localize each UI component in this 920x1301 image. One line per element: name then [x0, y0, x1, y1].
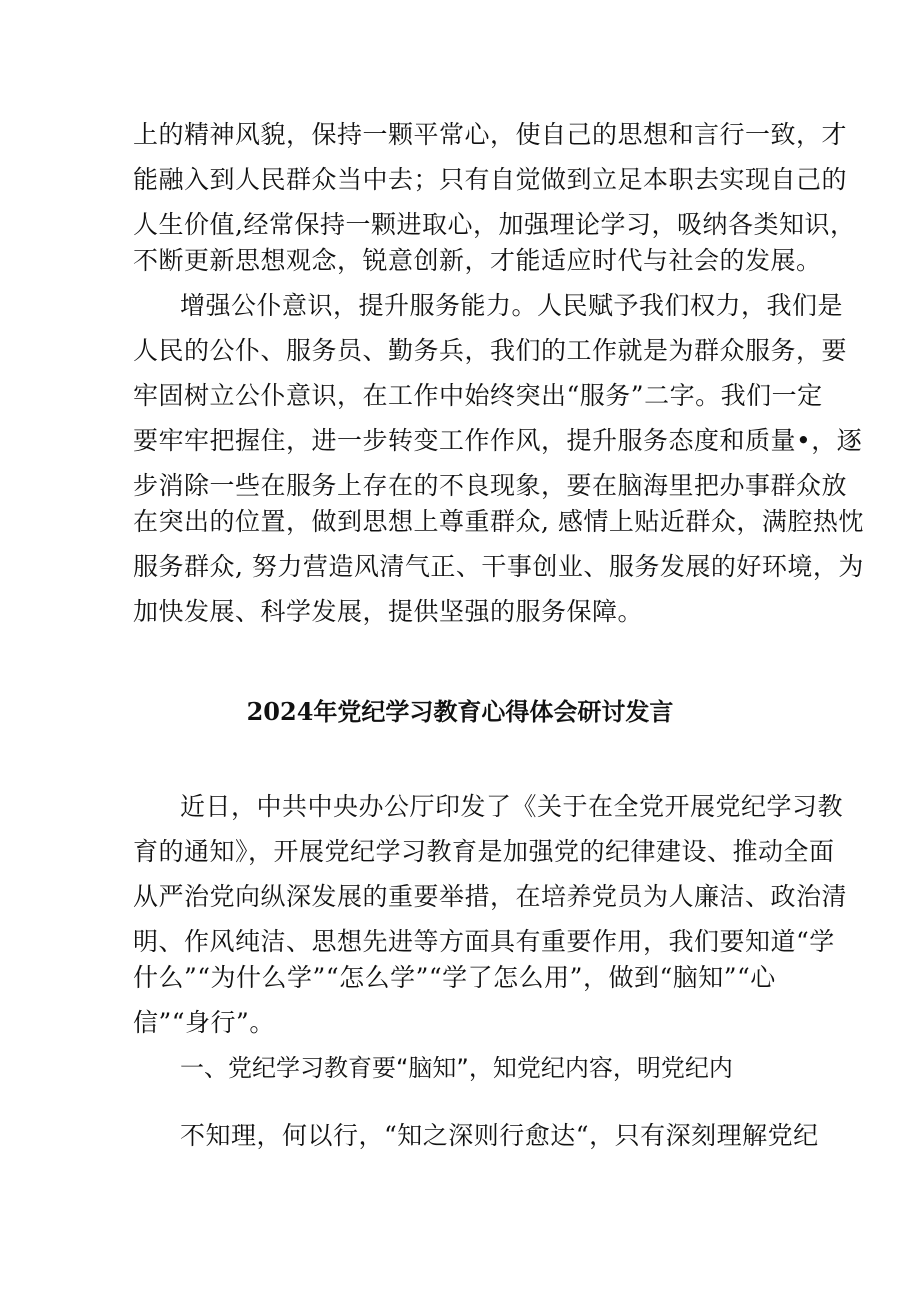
paragraph-4-line-1: 不知理，何以行，“知之深则行愈达“，只有深刻理解党纪 [180, 1121, 819, 1150]
paragraph-2-line-4: 要牢牢把握住，进一步转变工作作风，提升服务态度和质量•，逐 [133, 426, 863, 455]
paragraph-1-line-1: 上的精神风貌，保持一颗平常心，使自己的思想和言行一致，才 [133, 120, 848, 149]
paragraph-3-line-1: 近日，中共中央办公厅印发了《关于在全党开展党纪学习教 [180, 792, 844, 821]
paragraph-1-line-2: 能融入到人民群众当中去；只有自觉做到立足本职去实现自己的 [133, 165, 848, 194]
document-title: 2024年党纪学习教育心得体会研讨发言 [246, 697, 674, 726]
paragraph-2-line-6: 在突出的位置，做到思想上尊重群众, 感情上贴近群众，满腔热忱 [133, 507, 864, 536]
paragraph-1-line-3: 人生价值,经常保持一颗进取心，加强理论学习，吸纳各类知识， [133, 210, 856, 239]
paragraph-3-line-5: 什么”“为什么学”“怎么学”“学了怎么用”，做到“脑知”“心 [133, 963, 776, 992]
paragraph-3-line-3: 从严治党向纵深发展的重要举措，在培养党员为人廉洁、政治清 [133, 882, 848, 911]
paragraph-2-line-7: 服务群众, 努力营造风清气正、干事创业、服务发展的好环境，为 [133, 552, 864, 581]
paragraph-1-line-4: 不断更新思想观念，锐意创新，才能适应时代与社会的发展。 [133, 246, 822, 275]
paragraph-3-line-6: 信”“身行”。 [133, 1008, 275, 1037]
paragraph-3-line-4: 明、作风纯洁、思想先进等方面具有重要作用，我们要知道“学 [133, 927, 835, 956]
paragraph-2-line-2: 人民的公仆、服务员、勤务兵，我们的工作就是为群众服务，要 [133, 336, 848, 365]
paragraph-3-line-2: 育的通知》，开展党纪学习教育是加强党的纪律建设、推动全面 [133, 837, 835, 866]
section-heading-1: 一、党纪学习教育要“脑知”，知党纪内容，明党纪内 [180, 1054, 733, 1082]
paragraph-2-line-3: 牢固树立公仆意识，在工作中始终突出“服务”二字。我们一定 [133, 381, 823, 410]
paragraph-2-line-8: 加快发展、科学发展，提供坚强的服务保障。 [133, 597, 644, 626]
paragraph-2-line-5: 步消除一些在服务上存在的不良现象，要在脑海里把办事群众放 [133, 471, 848, 500]
paragraph-2-line-1: 增强公仆意识，提升服务能力。人民赋予我们权力，我们是 [180, 291, 844, 320]
